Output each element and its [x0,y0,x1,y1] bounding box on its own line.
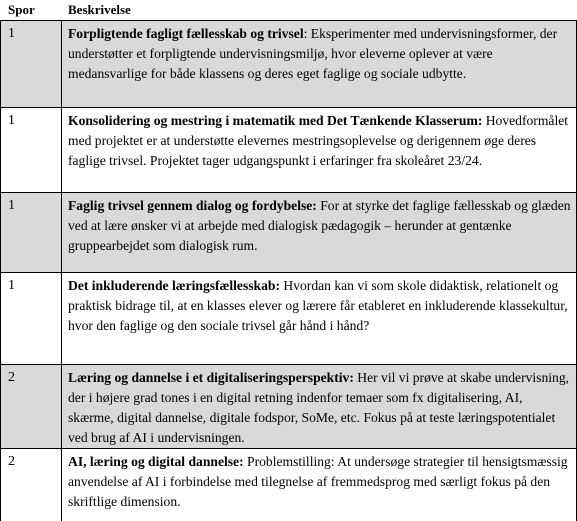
description-text: : Eksperimenter med undervisningsformer, der understøtter et forpligtende undervisningsmiljø, hvor eleverne oplever at være medansvarlige for både klassens og deres eget faglige og sociale udbytte. [68,26,558,81]
spor-cell: 1 [8,198,15,213]
table-row [0,364,577,448]
description-cell [68,452,571,512]
description-text: Problemstilling: At undersøge strategier til hensigtsmæssig anvendelse af AI i forbindelse med tilegnelse af fremmedsprog med særligt fokus på den skriftlige dimension. [68,454,568,509]
table-row [0,448,577,521]
spor-cell: 2 [8,370,15,385]
table-row [0,107,577,192]
column-divider [61,20,62,521]
table-row [0,272,577,364]
description-title: Faglig trivsel gennem dialog og fordybelse: [68,198,317,213]
description-title: Forpligtende fagligt fællesskab og trivsel [68,26,304,41]
description-cell [68,24,571,84]
description-text: Hovedformålet med projektet er at understøtte elevernes mestringsoplevelse og derigennem øge deres faglige trivsel. Projektet tager udgangspunkt i erfaringer fra skoleåret 23/24. [68,113,569,168]
description-cell [68,368,571,448]
description-title: Konsolidering og mestring i matematik med Det Tænkende Klasserum: [68,113,483,128]
description-title: Læring og dannelse i et digitaliseringsperspektiv: [68,370,354,385]
description-cell [68,111,571,171]
spor-cell: 1 [8,113,15,128]
description-cell [68,196,571,256]
description-cell [68,276,571,336]
spor-cell: 1 [8,278,15,293]
header-beskrivelse: Beskrivelse [68,2,131,17]
description-text: Her vil vi prøve at skabe undervisning, der i højere grad tones i en digital retning indenfor temaer som fx digitalisering, AI, skærme, digital dannelse, digitale fodspor, SoMe, etc. Fokus på at teste læringspotentialet ved brug af AI i undervisningen. [68,370,570,445]
description-title: AI, læring og digital dannelse: [68,454,244,469]
table-row [0,20,577,107]
description-text: Hvordan kan vi som skole didaktisk, relationelt og praktisk bidrage til, at en klasses elever og lærere får etableret en inkluderende klassekultur, hvor den faglige og den sociale trivsel går hånd i hånd? [68,278,568,333]
table-header [0,0,577,20]
spor-cell: 1 [8,26,15,41]
spor-cell: 2 [8,454,15,469]
table-row [0,192,577,272]
header-spor: Spor [8,2,35,17]
description-text: For at styrke det faglige fællesskab og glæden ved at lære ønsker vi at arbejde med dialogisk pædagogik – herunder at gentænke gruppearbejdet som dialogisk rum. [68,198,571,253]
description-title: Det inkluderende læringsfællesskab: [68,278,280,293]
table-border-left [0,20,1,521]
